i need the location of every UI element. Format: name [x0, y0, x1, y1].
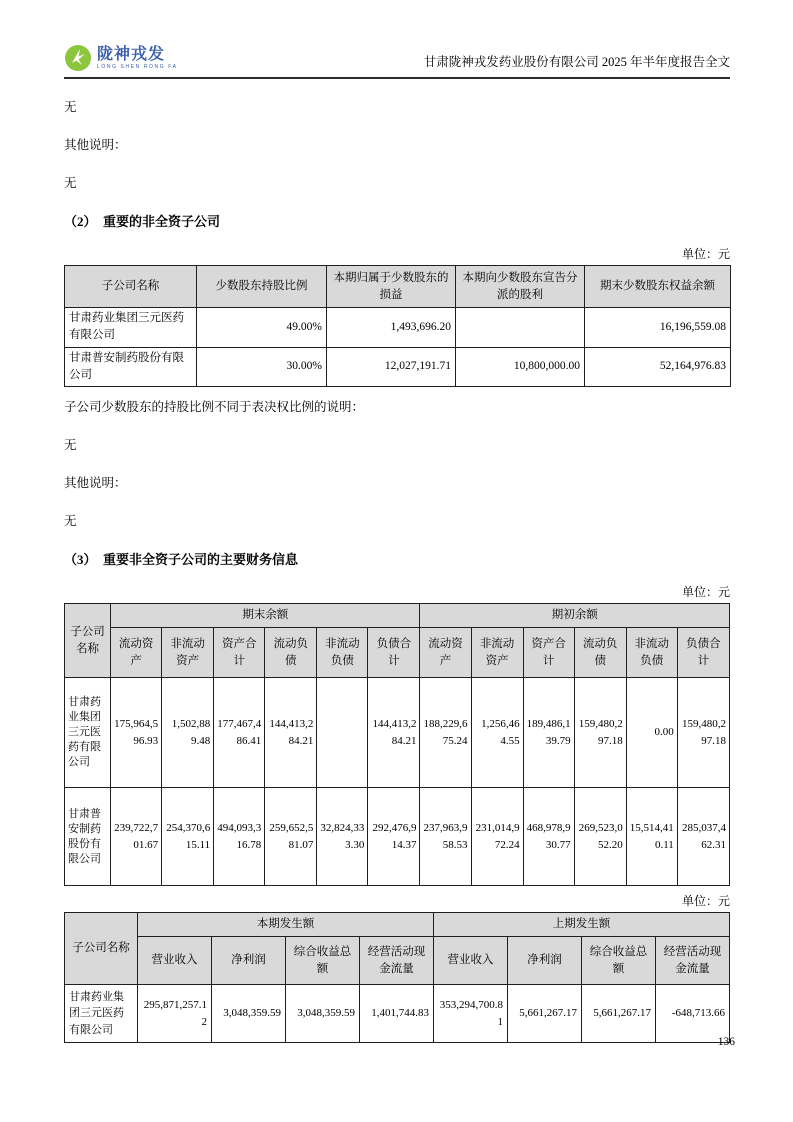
t1-r2-name: 甘肃普安制药股份有限公司 [65, 347, 197, 387]
t2-r2-c3: 494,093,316.78 [214, 788, 265, 886]
logo-brand-en: LONG SHEN RONG FA [97, 63, 178, 70]
t2-r1-c9: 189,486,139.79 [523, 678, 574, 788]
t2-beg-current-assets: 流动资产 [420, 628, 471, 678]
t1-r2-ratio: 30.00% [197, 347, 327, 387]
table-row [65, 985, 730, 1043]
t2-r1-c12: 159,480,297.18 [677, 678, 729, 788]
t1-r2-equity: 52,164,976.83 [585, 347, 731, 387]
other-notes-label-1: 其他说明： [64, 138, 127, 152]
t1-r1-name: 甘肃药业集团三元医药有限公司 [65, 308, 197, 348]
t1-col-equity: 期末少数股东权益余额 [585, 266, 731, 308]
t2-group-beginning: 期初余额 [420, 604, 730, 628]
t1-r2-profit: 12,027,191.71 [327, 347, 456, 387]
t2-end-current-liab: 流动负债 [265, 628, 317, 678]
table-row [65, 347, 731, 387]
operating-results-table [64, 912, 730, 1043]
t2-r2-c5: 32,824,333.30 [317, 788, 368, 886]
unit-label-3: 单位：元 [681, 894, 730, 908]
t2-r1-c3: 177,467,486.41 [214, 678, 265, 788]
t2-r2-name: 甘肃普安制药股份有限公司 [65, 788, 111, 886]
unit-label-2: 单位：元 [681, 585, 730, 599]
t1-r1-dividend [456, 308, 585, 348]
t2-end-total-assets: 资产合计 [214, 628, 265, 678]
t1-col-name: 子公司名称 [65, 266, 197, 308]
none-text-1: 无 [64, 100, 77, 114]
logo-text [97, 47, 178, 70]
t1-col-profit: 本期归属于少数股东的损益 [327, 266, 456, 308]
t2-r1-c7: 188,229,675.24 [420, 678, 471, 788]
t3-pri-comprehensive: 综合收益总额 [582, 937, 656, 985]
t2-end-noncurrent-liab: 非流动负债 [317, 628, 368, 678]
section-3-heading: （3） 重要非全资子公司的主要财务信息 [64, 552, 299, 567]
t2-beg-current-liab: 流动负债 [574, 628, 626, 678]
t3-group-prior: 上期发生额 [434, 913, 730, 937]
table-row [65, 308, 731, 348]
t1-r2-dividend: 10,800,000.00 [456, 347, 585, 387]
t2-end-noncurrent-assets: 非流动资产 [162, 628, 214, 678]
t2-r2-c7: 237,963,958.53 [420, 788, 471, 886]
t1-r1-equity: 16,196,559.08 [585, 308, 731, 348]
t2-r1-c10: 159,480,297.18 [574, 678, 626, 788]
section-2-heading: （2） 重要的非全资子公司 [64, 214, 221, 229]
page-header [64, 0, 730, 79]
t3-cur-comprehensive: 综合收益总额 [286, 937, 360, 985]
t2-r2-c10: 269,523,052.20 [574, 788, 626, 886]
logo-bird-icon [64, 44, 92, 72]
t2-r2-c4: 259,652,581.07 [265, 788, 317, 886]
t2-beg-noncurrent-liab: 非流动负债 [626, 628, 677, 678]
t2-beg-total-assets: 资产合计 [523, 628, 574, 678]
logo-brand-cn: 陇神戎发 [97, 45, 166, 63]
t2-end-total-liab: 负债合计 [368, 628, 420, 678]
t2-r2-c1: 239,722,701.67 [111, 788, 162, 886]
table-row [65, 678, 730, 788]
t2-r1-name: 甘肃药业集团三元医药有限公司 [65, 678, 111, 788]
t1-r1-profit: 1,493,696.20 [327, 308, 456, 348]
t2-beg-total-liab: 负债合计 [677, 628, 729, 678]
t1-col-ratio: 少数股东持股比例 [197, 266, 327, 308]
company-logo [64, 44, 178, 72]
t2-r1-c1: 175,964,596.93 [111, 678, 162, 788]
t3-pri-revenue: 营业收入 [434, 937, 508, 985]
t2-r2-c2: 254,370,615.11 [162, 788, 214, 886]
none-text-3: 无 [64, 438, 77, 452]
t3-r1-c3: 3,048,359.59 [286, 985, 360, 1043]
t3-pri-net-profit: 净利润 [508, 937, 582, 985]
t3-r1-name: 甘肃药业集团三元医药有限公司 [65, 985, 138, 1043]
t2-r2-c8: 231,014,972.24 [471, 788, 523, 886]
t2-r2-c9: 468,978,930.77 [523, 788, 574, 886]
t3-r1-c2: 3,048,359.59 [212, 985, 286, 1043]
t3-cur-cashflow: 经营活动现金流量 [360, 937, 434, 985]
t3-r1-c5: 353,294,700.81 [434, 985, 508, 1043]
t3-pri-cashflow: 经营活动现金流量 [656, 937, 730, 985]
t3-r1-c6: 5,661,267.17 [508, 985, 582, 1043]
t2-beg-noncurrent-assets: 非流动资产 [471, 628, 523, 678]
none-text-4: 无 [64, 514, 77, 528]
t2-r2-c12: 285,037,462.31 [677, 788, 729, 886]
t1-col-dividend: 本期向少数股东宣告分派的股利 [456, 266, 585, 308]
t2-r2-c6: 292,476,914.37 [368, 788, 420, 886]
financial-position-table [64, 603, 730, 886]
t3-corner: 子公司名称 [65, 913, 138, 985]
t2-r1-c11: 0.00 [626, 678, 677, 788]
page-number: 136 [717, 1036, 735, 1048]
t3-cur-revenue: 营业收入 [138, 937, 212, 985]
t2-group-ending: 期末余额 [111, 604, 420, 628]
t3-cur-net-profit: 净利润 [212, 937, 286, 985]
t2-corner: 子公司名称 [65, 604, 111, 678]
t3-r1-c4: 1,401,744.83 [360, 985, 434, 1043]
t2-r2-c11: 15,514,410.11 [626, 788, 677, 886]
t3-r1-c8: -648,713.66 [656, 985, 730, 1043]
t1-r1-ratio: 49.00% [197, 308, 327, 348]
t3-r1-c1: 295,871,257.12 [138, 985, 212, 1043]
none-text-2: 无 [64, 176, 77, 190]
document-title: 甘肃陇神戎发药业股份有限公司 2025 年半年度报告全文 [423, 55, 730, 69]
t2-r1-c4: 144,413,284.21 [265, 678, 317, 788]
t2-r1-c5 [317, 678, 368, 788]
other-notes-label-2: 其他说明： [64, 476, 127, 490]
minority-subsidiaries-table [64, 265, 731, 387]
t2-r1-c2: 1,502,889.48 [162, 678, 214, 788]
t3-r1-c7: 5,661,267.17 [582, 985, 656, 1043]
t2-r1-c6: 144,413,284.21 [368, 678, 420, 788]
voting-ratio-note: 子公司少数股东的持股比例不同于表决权比例的说明： [64, 400, 365, 414]
t2-r1-c8: 1,256,464.55 [471, 678, 523, 788]
unit-label-1: 单位：元 [681, 247, 730, 261]
t3-group-current: 本期发生额 [138, 913, 434, 937]
table-row [65, 788, 730, 886]
t2-end-current-assets: 流动资产 [111, 628, 162, 678]
